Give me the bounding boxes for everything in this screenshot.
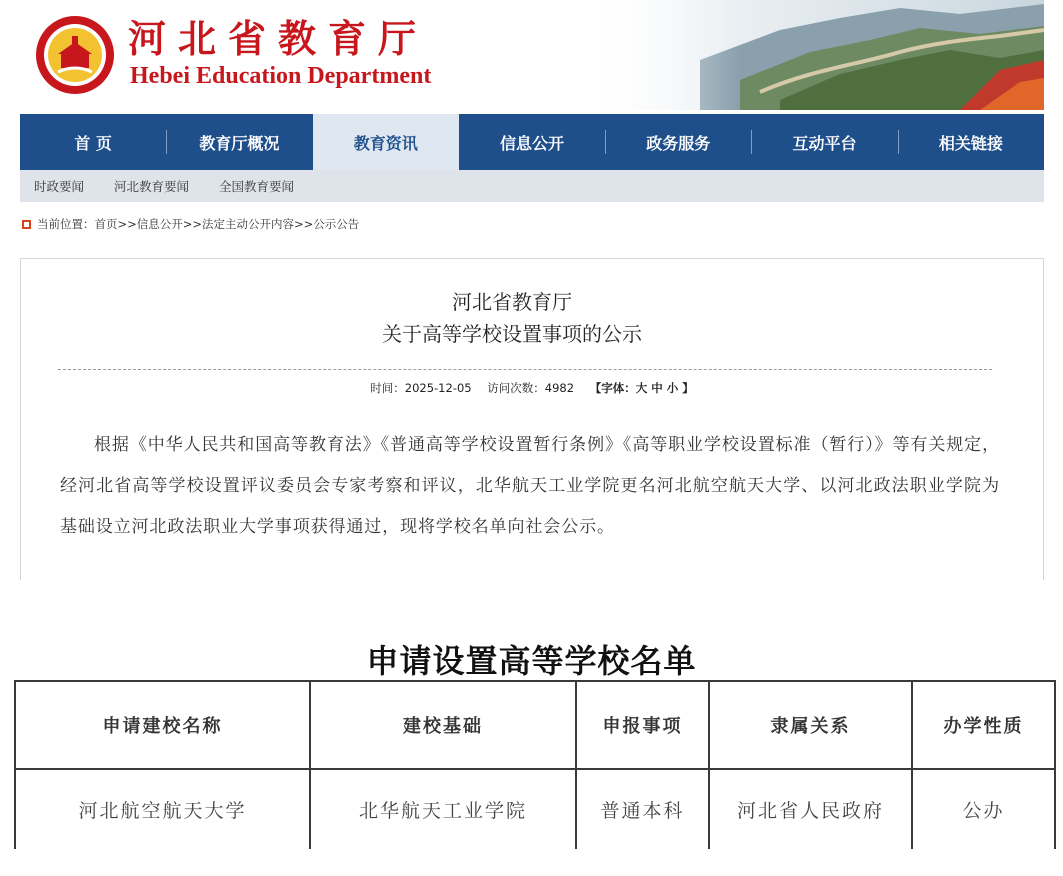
- nav-item-overview[interactable]: 教育厅概况: [166, 114, 312, 170]
- article-body: 根据《中华人民共和国高等教育法》《普通高等学校设置暂行条例》《高等职业学校设置标准（暂行）》等有关规定，经河北省高等学校设置评议委员会专家考察和评议，北华航天工业学院更名河北航空航天大学、以河北政法职业学院为基础设立河北政法职业大学事项获得通过，现将学校名单向社会公示。: [60, 435, 1000, 537]
- breadcrumb: [22, 216, 359, 232]
- school-list-title: 申请设置高等学校名单: [366, 642, 697, 680]
- nav-item-home[interactable]: 首 页: [74, 133, 112, 153]
- title-divider: [58, 369, 992, 370]
- breadcrumb-text[interactable]: 当前位置：首页>>信息公开>>法定主动公开内容>>公示公告: [37, 217, 360, 231]
- table-cell: 河北省人民政府: [709, 769, 912, 849]
- site-subtitle: Hebei Education Department: [130, 63, 432, 89]
- table-header-row: [15, 681, 1055, 769]
- sub-nav: [20, 170, 1044, 202]
- visit-count: 访问次数：4982: [487, 381, 575, 395]
- header-cell: 办学性质: [912, 681, 1055, 769]
- table-row: [15, 769, 1055, 849]
- subnav-item-national-news[interactable]: 全国教育要闻: [219, 179, 295, 194]
- table-cell: 北华航天工业学院: [310, 769, 576, 849]
- site-title: 河北省教育厅: [128, 16, 429, 61]
- table-cell: 普通本科: [576, 769, 709, 849]
- header-cell: 建校基础: [310, 681, 576, 769]
- nav-item-links[interactable]: 相关链接: [898, 114, 1044, 170]
- site-header: [20, 0, 1044, 110]
- great-wall-banner-image: [580, 0, 1044, 110]
- location-marker-icon: [22, 220, 31, 229]
- school-list-table: [14, 680, 1056, 849]
- article-title-line1: 河北省教育厅: [452, 290, 572, 314]
- subnav-item-politics[interactable]: 时政要闻: [34, 179, 85, 194]
- article-meta: [20, 380, 1044, 396]
- header-cell: 隶属关系: [709, 681, 912, 769]
- nav-item-gov-services[interactable]: 政务服务: [605, 114, 751, 170]
- table-cell: 公办: [912, 769, 1055, 849]
- header-cell: 申报事项: [576, 681, 709, 769]
- header-cell: 申请建校名称: [15, 681, 310, 769]
- subnav-item-hebei-news[interactable]: 河北教育要闻: [114, 179, 190, 194]
- nav-item-interaction[interactable]: 互动平台: [751, 114, 897, 170]
- article-title-line2: 关于高等学校设置事项的公示: [382, 322, 642, 346]
- publish-time: 时间：2025-12-05: [370, 381, 472, 395]
- main-nav: [20, 114, 1044, 170]
- nav-item-info-disclosure[interactable]: 信息公开: [499, 133, 564, 153]
- nav-item-news[interactable]: 教育资讯: [313, 114, 459, 170]
- table-cell: 河北航空航天大学: [15, 769, 310, 849]
- education-department-seal-icon[interactable]: [34, 14, 116, 96]
- font-size-control[interactable]: 【字体：大 中 小 】: [589, 381, 694, 395]
